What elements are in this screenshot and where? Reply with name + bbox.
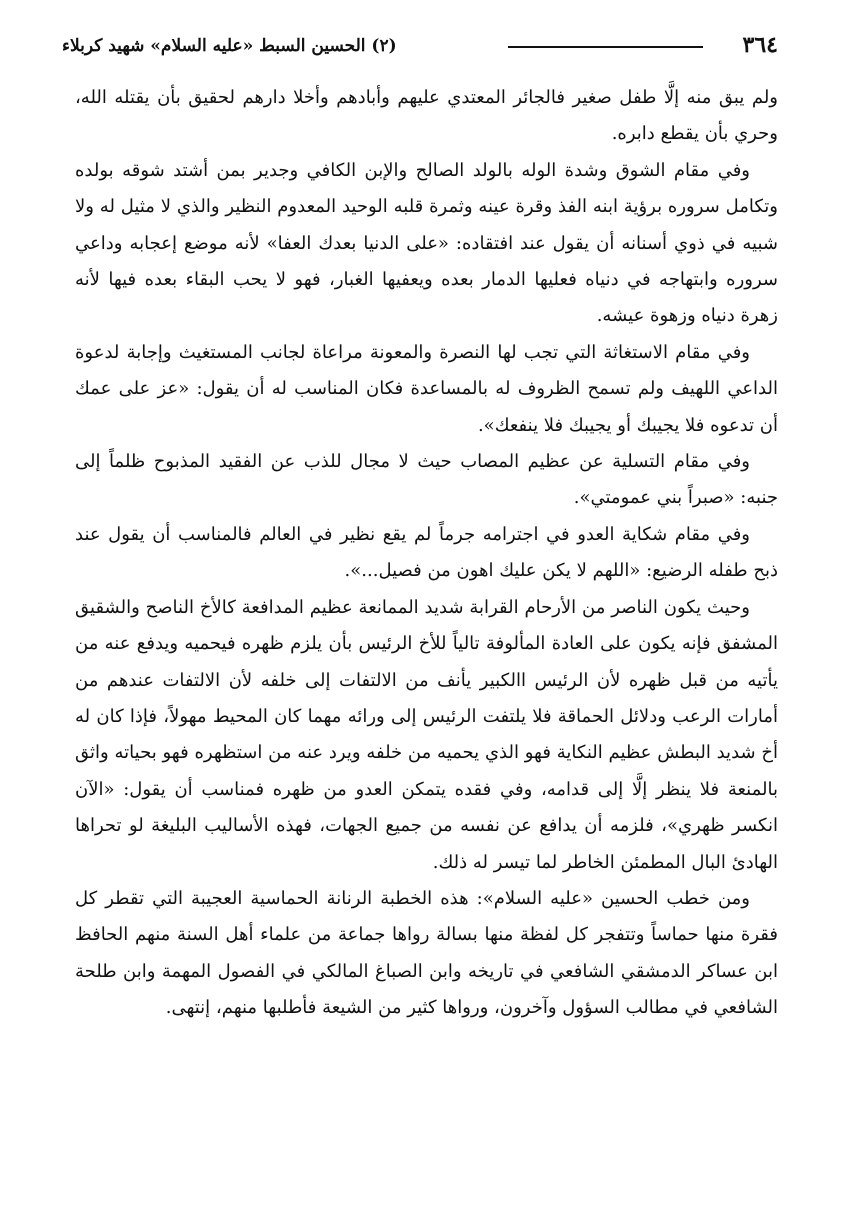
paragraph-7: ومن خطب الحسين «عليه السلام»: هذه الخطبة الرنانة الحماسية العجيبة التي تقطر كل فقرة منها حماساً وتتفجر كل لفظة منها بسالة رواها جماعة من علماء أهل السنة منهم الحافظ ابن عساكر الدمشقي الشافعي في تاريخه وابن الصباغ المالكي في الفصول المهمة وابن طلحة الشافعي في مطالب السؤول وآخرون، ورواها كثير من الشيعة فأطلبها منهم، إنتهى. [75, 887, 778, 1019]
paragraph-2: وفي مقام الشوق وشدة الوله بالولد الصالح والإبن الكافي وجدير بمن أشتد شوقه بولده وتكامل سروره برؤية ابنه الفذ وقرة عينه وثمرة قلبه الوحيد المعدوم النظير والذي لا مثيل له ولا شبيه في ذوي أسنانه أن يقول عند افتقاده: «على الدنيا بعدك العفا» لأنه موضع إعجابه وداعي سروره وابتهاجه في دنياه فعليها الدمار بعده ويعفيها الغبار، فهو لا يحب البقاء بعده فيها لأنه زهرة دنياه وزهوة عيشه. [75, 159, 778, 327]
page-number: ٣٦٤ [742, 32, 778, 58]
paragraph-4: وفي مقام التسلية عن عظيم المصاب حيث لا مجال للذب عن الفقيد المذبوح ظلماً إلى جنبه: «صبراً بني عمومتي». [75, 451, 778, 509]
page-body [75, 80, 778, 1027]
page-header [62, 30, 778, 64]
paragraph-3: وفي مقام الاستغاثة التي تجب لها النصرة والمعونة مراعاة لجانب المستغيث وإجابة لدعوة الداعي اللهيف ولم تسمح الظروف له بالمساعدة فكان المناسب له أن يقول: «عز على عمك أن تدعوه فلا يجيبك أو يجيبك فلا ينفعك». [75, 341, 778, 436]
paragraph-6: وحيث يكون الناصر من الأرحام القرابة شديد الممانعة عظيم المدافعة كالأخ الناصح والشقيق المشفق فإنه يكون على العادة المألوفة تالياً للأخ الرئيس بأن يلزم ظهره فيحميه ويدفع عنه من يأتيه من قبل ظهره لأن الرئيس االكبير يأنف من الالتفات إلى خلفه لأن الالتفات عندهم من أمارات الرعب ودلائل الحماقة فلا يلتفت الرئيس إلى ورائه مهما كان المحيط مهولاً، فإذا كان له أخ شديد البطش عظيم النكاية فهو الذي يحميه من خلفه ويرد عنه من استظهره فهو بحياته واثق بالمنعة فلا ينظر إلَّا إلى قدامه، وفي فقده يتمكن العدو من ظهره فمناسب أن يقول: «الآن انكسر ظهري»، فلزمه أن يدافع عن نفسه من جميع الجهات، فهذه الأساليب البليغة لو تحراها الهادئ البال المطمئن الخاطر لما تيسر له ذلك. [75, 596, 778, 873]
paragraph-1: ولم يبق منه إلَّا طفل صغير فالجائر المعتدي عليهم وأبادهم وأخلا دارهم لحقيق بأن يقتله الله، وحري بأن يقطع دابره. [75, 87, 778, 145]
header-rule [508, 46, 703, 48]
running-title: (٢) الحسين السبط «عليه السلام» شهيد كربلاء [62, 36, 397, 56]
paragraph-5: وفي مقام شكاية العدو في اجترامه جرماً لم يقع نظير في العالم فالمناسب أن يقول عند ذبح طفله الرضيع: «اللهم لا يكن عليك اهون من فصيل...». [75, 523, 778, 582]
